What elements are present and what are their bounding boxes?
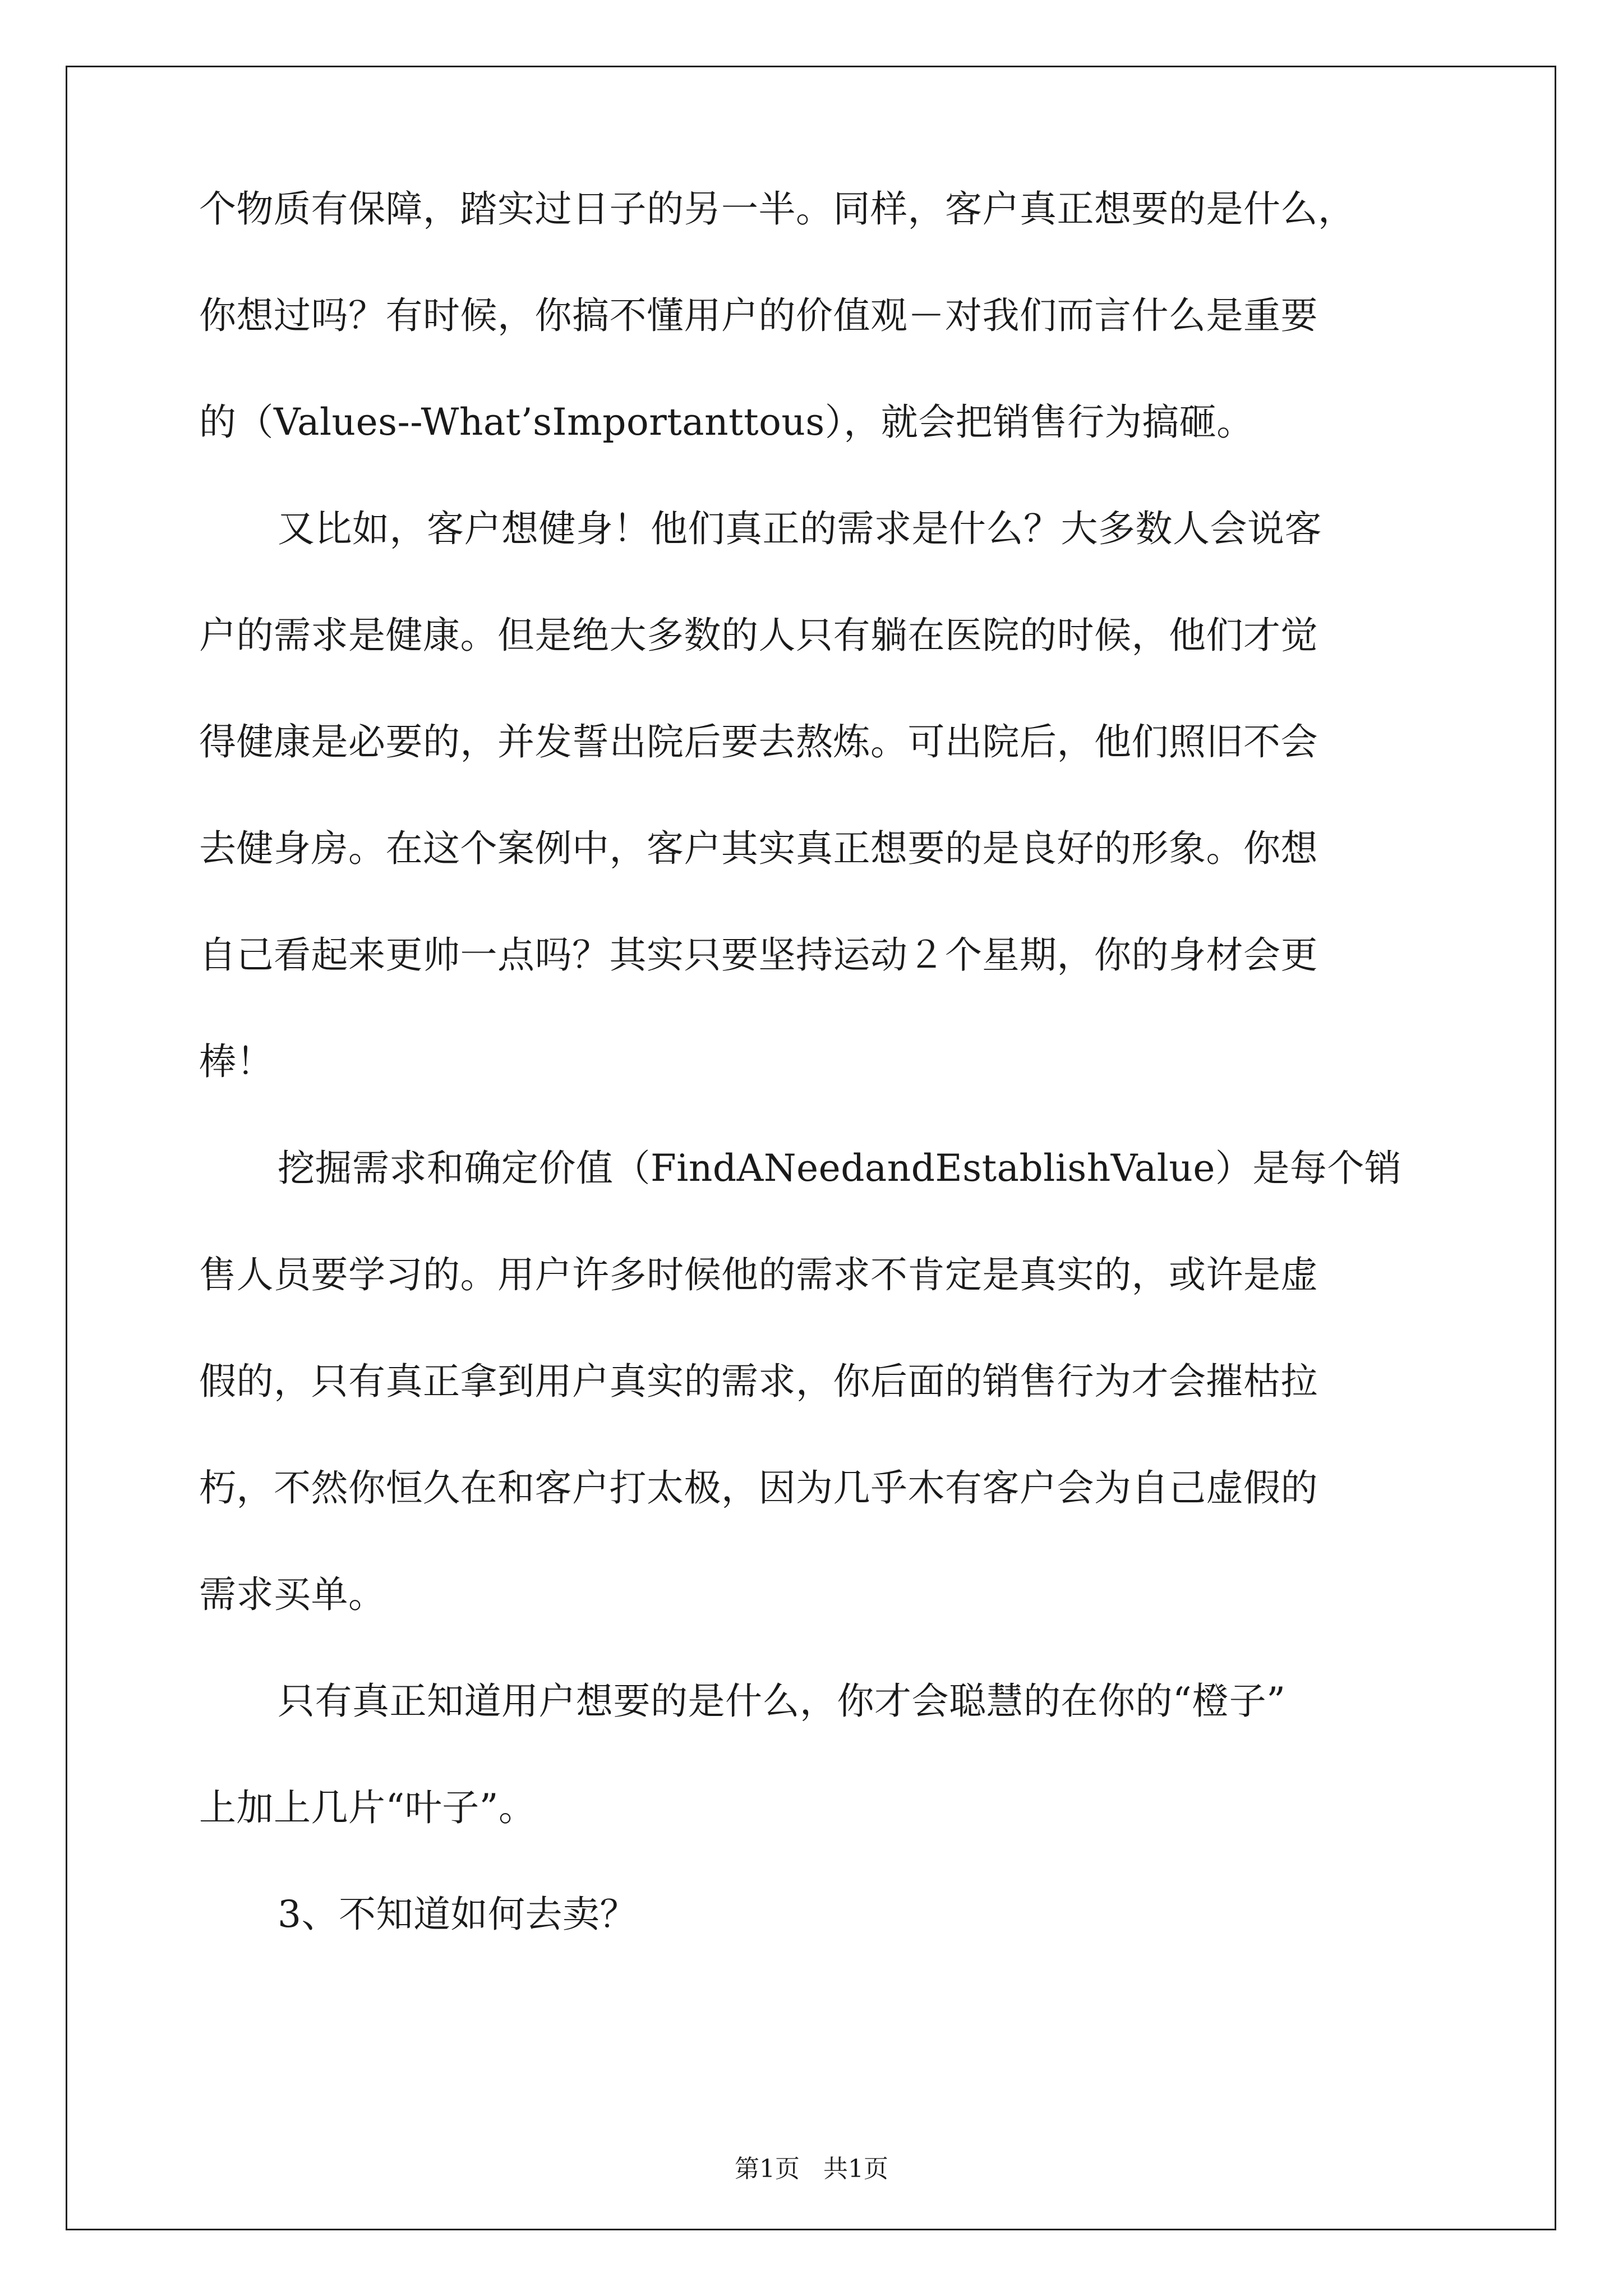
text-line: 需求买单。 [199, 1573, 386, 1616]
paragraph-start-line: 挖掘需求和确定价值（FindANeedandEstablishValue）是每个销 [278, 1147, 1402, 1190]
text-line: 的（Values--What’sImportanttous），就会把销售行为搞砸。 [199, 401, 1254, 444]
text-line: 得健康是必要的，并发誓出院后要去熬炼。可出院后，他们照旧不会 [199, 720, 1318, 763]
text-line: 棒！ [199, 1040, 274, 1083]
text-line: 个物质有保障，踏实过日子的另一半。同样，客户真正想要的是什么， [199, 187, 1355, 231]
section-heading-line: 3、不知道如何去卖？ [278, 1893, 637, 1936]
text-line: 假的，只有真正拿到用户真实的需求，你后面的销售行为才会摧枯拉 [199, 1360, 1318, 1403]
page-footer [0, 2157, 1623, 2182]
text-line: 售人员要学习的。用户许多时候他的需求不肯定是真实的，或许是虚 [199, 1253, 1318, 1296]
paragraph-start-line: 只有真正知道用户想要的是什么，你才会聪慧的在你的“橙子” [278, 1680, 1286, 1723]
document-body [199, 187, 1467, 2003]
text-line: 朽，不然你恒久在和客户打太极，因为几乎木有客户会为自己虚假的 [199, 1466, 1318, 1510]
page-total: 共1页 [823, 2155, 888, 2183]
text-line: 你想过吗？有时候，你搞不懂用户的价值观－对我们而言什么是重要 [199, 294, 1318, 337]
paragraph-start-line: 又比如，客户想健身！他们真正的需求是什么？大多数人会说客 [278, 507, 1322, 550]
text-line: 户的需求是健康。但是绝大多数的人只有躺在医院的时候，他们才觉 [199, 614, 1318, 657]
page-number: 第1页 [735, 2155, 800, 2183]
text-line: 自己看起来更帅一点吗？其实只要坚持运动２个星期，你的身材会更 [199, 933, 1318, 977]
text-line: 去健身房。在这个案例中，客户其实真正想要的是良好的形象。你想 [199, 827, 1318, 870]
text-line: 上加上几片“叶子”。 [199, 1786, 536, 1829]
